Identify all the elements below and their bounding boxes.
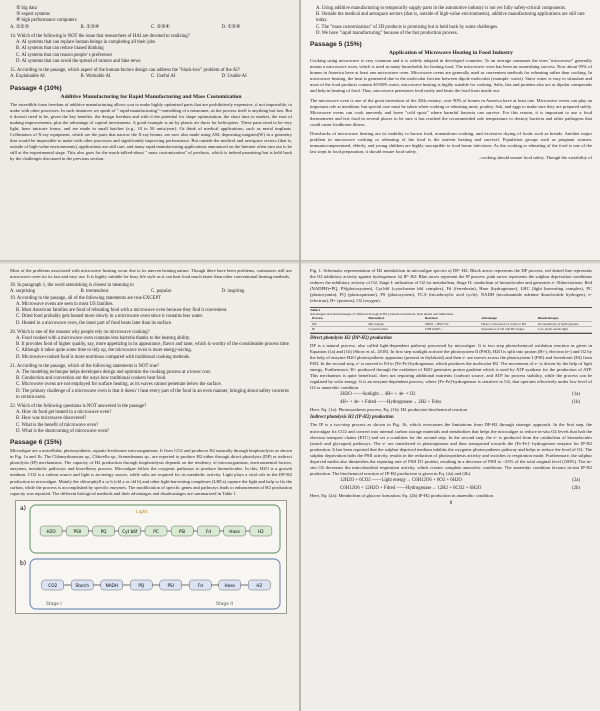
equation-2b	[310, 485, 592, 493]
answer-option: B. ①③④	[80, 24, 99, 30]
question-20: 20. Which is one of the reasons why people rely on microwave cooking?	[10, 329, 150, 335]
question-22-option: C. What is the benefit of microwave oven?	[16, 422, 99, 428]
question-21-option: C. Microwave ovens are not employed for surface heating, as its waves cannot penetrate below the surface.	[16, 382, 222, 388]
question-19-option: B. Most American families are fond of reheating food with a microwave oven because they find it convenient.	[16, 308, 228, 314]
question-21: 21. According to the passage, which of the following statements is NOT true?	[10, 363, 160, 369]
page-gutter	[299, 0, 301, 711]
table-caption: Table 1	[310, 307, 321, 312]
equation-2a-number: (2a)	[572, 478, 580, 484]
figure-label-a: a)	[20, 504, 27, 512]
question-20-option: D. Microwave-cooked food is more nutritious compared with traditional cooking methods.	[16, 354, 191, 360]
question-19-option: C. Dried food probably gets heated more slowly in a microwave oven since it contains less water.	[16, 314, 204, 320]
table-header-cell: Reaction	[424, 316, 438, 321]
table-cell: Separation of O2 and H2 stages	[481, 327, 525, 332]
option-line: ② big data	[16, 6, 37, 11]
equation-2b-body: C6H12O6 + 12H2O + Fdred ——Hydrogenase→ 12H2 + 6CO2 + 6H2O	[340, 486, 482, 492]
question-14-option: B. AI systems that can reduce biased thinking	[16, 46, 104, 52]
equation-2-note: Here, Eq. (2a): Metabolism of glucose formation; Eq. (2b) IP-H2 production in anaerobic condition.	[310, 493, 495, 499]
table-cell: Microalgae	[368, 321, 384, 326]
question-20-option: C. Although it takes quite some time to tidy up, the microwave oven is more energy-saving.	[16, 348, 193, 354]
equation-1b-body: 4H+ + 4e- + Fdred ——Hydrogenase→ 2H2 + Fdox	[340, 400, 442, 406]
light-label: Light	[136, 509, 148, 515]
table-cell: Low yield, needs light	[537, 327, 568, 332]
equation-1a	[310, 391, 592, 399]
pathway-a-node-label: PC	[153, 528, 159, 534]
pathway-a-node-label: Hase	[229, 528, 240, 534]
question-18: 18. In paragraph 1, the word astonishing is closest in meaning to	[10, 283, 134, 289]
equation-1b-number: (1b)	[572, 400, 580, 406]
passage-4-label: Passage 4 (10%)	[10, 84, 62, 92]
question-18-options	[10, 289, 292, 295]
table-row	[310, 327, 592, 332]
stage-1-label: Stage I	[46, 601, 62, 607]
equation-2b-number: (2b)	[572, 486, 580, 492]
passage-6-label: Passage 6 (15%)	[10, 439, 62, 447]
dp-section-text: DP is a natural process, also called light-dependent pathway processed by microalgae. It is two step photochemical oxidation reaction as given in Equation (1a) and (1b) (Show et al., 2018). In first step sunlight activate the photosystem II (PSII), H2O is split into proton (H+), electron (e-) and O2 by the help of enzyme H2O photosynthetic apparatus (present in thylakoid) and then e- are moves across the photosystem I (PSI) and ferredoxin (Fd) from PSII. In the second step, e- is moved to Fd to [Fe-Fe]-hydrogenase, which produces the molecular H2. The movement of e- is driven by the help of light energy. Furthermore, H+ produced through the oxidation of H2O generates proton gradient which is used by ATP synthase for the production of ATP. This mechanism is quite beneficial, does not requiring additional nutrients (carbon) source, and ATP for process stability, while the process can be regulated by solar energy. It is an enzyme-dependent process, where [Fe-Fe]-hydrogenase is sensitive to O2, that operates effectively under low level of O2 or anaerobic condition.	[310, 342, 592, 391]
question-21-option: A. The modeling technique helps developers design and optimize the cooking process at a lower cost.	[16, 370, 212, 376]
pathway-a-node-label: H2O	[46, 528, 56, 534]
figure-caption: Fig. 1. Schematic representation of H2 metabolism in microalgae species a) DP- H2: Black arrow represents the DP process; red dotted line represents the O2 inhibitory activity against hydrogenase. b) IP- H2: Blue arrow represent the IP process. pink arrow represents the sulphur deprivation conditions reduces the inhibitory activity of O2, Stage I: utilization of O2 for metabolism, Stage II: catabolism of biomolecules and generates e- Abbreviations: Red (NADPH)=PQ, PS(photosystem), Cyt.b6f (cytochrome b6f complex), Fd (ferredoxin), Hase (hydrogenase), LHC (light harvesting complex), PC (plastocyanin), PQ (plastoquinone), PS (photosystem), TCA (tricarboxylic acid cycle), NADH (nicotinamide adenine dinucleotide hydrogen), e- (electron), H+ (protons), O2 (oxygen).	[310, 268, 592, 304]
question-18-option: A. surprising	[10, 289, 36, 295]
equation-2a-body: 12H2O + 6CO2 ——Light energy→ C6H12O6 + 6O2 + 6H2O	[340, 478, 462, 484]
pathway-b-node-label: PQ	[138, 582, 145, 588]
passage-5-title: Application of Microwave Heating in Food Industry	[388, 50, 514, 57]
table-cell: 2H2O→2H2+O2	[424, 321, 449, 326]
question-14-option: D. AI systems that can avoid the spread of rumors and fake news	[16, 58, 141, 64]
passage-5-continuation: Most of the problems associated with microwave heating occur due to its uneven heating nature. Though there have been problems, consumers still use microwave oven for its fast and easy use. It is highly suitable for busy life style as it can heat food much faster than other conventional heating methods.	[10, 268, 292, 280]
hydrogen-metabolism-figure	[15, 500, 287, 614]
passage-5-paragraph: Cooking using microwave is very common and it is widely adopted in developed countries. To an average consumer the term "microwave" generally means a microwave oven, which is used in many households for heating food. The microwave oven has been an astonishing success. Now about 95% of homes in America have at least one microwave oven. Microwave ovens are generally used as convenient methods for reheating rather than cooking. In microwave heating, the heat is generated due to the molecular friction between dipole molecules (example: water). Since water is easy to stimulate and most of the food products contain 40-80% water, microwave heating is highly suitable for cooking. Salts, fats and proteins also act as dipolar compounds and help in heating of food. Thus, microwave penetrates food easily and heats the food from inside out.	[310, 58, 592, 94]
question-18-option: C. popular	[151, 289, 172, 295]
table-cell: Direct conversion of water to H2	[481, 321, 526, 326]
question-14: 14. Which of the following is NOT the issue that researchers of HAI are devoted to realizing?	[10, 34, 190, 40]
table-cell: DP	[312, 321, 317, 326]
sheet-top-left-content	[10, 6, 292, 163]
option-line: ④ high performance computers	[16, 18, 77, 24]
passage-5-paragraph: The microwave oven is one of the great inventions of the 20th century; over 90% of homes in America have at least one. Microwave ovens can play an important role at mealtime, but special care must be taken when cooking or reheating meat, poultry, fish, and eggs to make sure they are prepared safely. Microwave ovens can cook unevenly and leave "cold spots" where harmful bacteria can survive. For this reason, it is important to use a food thermometer and test food in several places to be sure it has reached the recommended safe temperature to destroy bacteria and other pathogens that could cause foodborne illness.	[310, 97, 592, 127]
passage-5-tail: ...cooking should ensure food safety. Though the variability of	[477, 155, 592, 161]
sheet-bottom-right-content	[310, 268, 592, 506]
question-option: C. The "mass customization" of 3D products is promising but is held back by some challenges.	[316, 24, 499, 30]
passage-5-paragraph: Drawbacks of microwave heating are its inability to brown food, nonuniform cooking, and excessive drying of foods such as breads. Another major problem in microwave cooking or reheating of the food is the uneven heating and survival. Population groups such as pregnant women, immunocompromised, elderly, and young children are highly susceptible to food borne infections. As the cooking or reheating of the food is one of the last steps in food preparation, it should ensure food safety.	[310, 131, 592, 155]
pathway-a-node-label: Cyt b6f	[122, 528, 138, 534]
question-19: 19. According to the passage, all of the following statements are true EXCEPT	[10, 295, 162, 301]
table-cell: O2 sensitivity of hydrogenase	[537, 321, 579, 326]
sheet-top-left	[0, 0, 300, 262]
pathway-b-node-label: Fd	[197, 582, 203, 588]
question-20-option: A. Food cooked with a microwave oven contains less bacteria thanks to the heating ability.	[16, 336, 191, 342]
table-header-cell: Disadvantages	[537, 316, 559, 321]
equation-1-note: Here, Eq. (1a): Photosynthesis process; Eq. (1b): H2 production biochemical reaction	[310, 407, 468, 413]
table-header-cell: Advantage	[481, 316, 497, 321]
question-19-option: A. Microwave ovens are seen in most US families.	[16, 302, 114, 307]
sheet-bottom-right	[300, 262, 600, 711]
pathway-a-node-label: PSII	[73, 528, 82, 534]
table-header-cell: Biocatalyst	[368, 316, 385, 321]
table-1	[310, 307, 592, 334]
question-20-option: B. It provides food of higher quality, say, more appetizing in its appearance, flavor and taste, which is worthy of the considerable process time.	[16, 342, 290, 348]
question-22: 22. Which of the following questions is NOT answered in the passage?	[10, 404, 147, 410]
cell-membrane-b	[30, 559, 280, 609]
ip-section-title: Indirect photolysis H2 (IP-H2) production	[310, 415, 394, 421]
question-21-option: D. The primary challenge of a microwave oven is that it doesn' t heat every part of the food in an even manner, bringing about safety concerns to certain users.	[16, 388, 289, 400]
passage-4-text: The incredible form freedom of additive manufacturing allows you to make highly optimized parts that are prohibitively expensive, if not impossible, to make with other processes. In such instances we speak of " rapid manufacturing"--something of a misnomer, as the process itself is anything but fast. But it doesn't need to be, given the key benefits: the design freedom and with it the potential for shape optimization, the short time to market, the ease of making improvements, plus the advantage of capital investments. A good example is art by plastic air ducts for helicopters. These parts need to be very light, have intricate forms, and are made in small batches (e.g., 10 to 50 units/year). Or think of medical applications, such as metal implants. Collimators of X-ray equipment, which are the parts that narrow the X-ray beams, are now also made using AM, depositing tungsten(W) in a geometry that would be impossible to make with other processes and significantly improving performance. But outside the medical and aerospace sectors (that is, outside of high-value environments), applications are still rare, and many rapid manufacturing applications announced on the Internet often turn out to be still at the experimental stage. This also goes for the much-talked-about " mass customization" of products, which is indeed promising but is held back by the challenges discussed in the previous section.	[10, 101, 292, 162]
equation-1b	[310, 399, 592, 407]
pathway-b-node-label: NADH	[105, 582, 118, 588]
sheet-top-right-content	[310, 6, 592, 162]
equation-1a-body: 2H2O ——Sunlight→ 4H+ + 4e- + O2	[340, 392, 416, 398]
table-subtitle: Advantages and disadvantages of different biological H2 production methods, their merits and limitations.	[310, 311, 455, 316]
table-cell: Cyanobacteria	[368, 327, 388, 332]
answer-option: D. ①②④	[221, 24, 241, 30]
answer-option: C. ②③④	[151, 24, 170, 30]
ip-section-text: The IP is a two-step process as shown in Fig. 1b, which overcomes the limitations from DP-H2 through strategic approach. In the first step, the microalgae fix CO2 and convert into internal carbon storage materials and metabolites that helps the microalgae to reduce in-situ O2 levels that halt the electron transport chains (ETC) and set a condition for the second step. In the second step, the e- is produced from the catabolism of biomolecules (starch and glycogen) pathways. The e- are transferred to plastoquinone and then transported towards the [Fe-Fe]- hydrogenase enzyme for IP-H2 production. It has been reported that the sulphur deprived medium inhibits the oxygenic photosynthesis pathway and helps to reduce the level of O2. The sulphur deprivation halts the PSII activity, results in the reduction of photosynthesis activity and switches to respiration mode. Furthermore, the sulphur deprived media also diminishes the repairing rate of PSII D1 protein, resulting in a decrease of PSII to ~25% of the total original level (100%). The in-situ O2 decreases the mitochondrial respiration activity, which creates complete anaerobic conditions. The anaerobic condition favours in-situ IP-H2 production. The biochemical reaction of IP-H2 production is given in Eq. (2a) and (2b).	[310, 422, 592, 477]
question-14-option: C. AI systems that can reason people' s preference	[16, 52, 113, 58]
passage-6-text: Microalgae are a unicellular, photosynthetic, aquatic/freshwater microorganisms. It fixes CO2 and produces H2 naturally through biophotolysis as shown in Fig. 1a and 1b. The Chlamydomonas sp., Chlorella sp., Scenedesmus sp., are reported to produce H2 either through direct photolysis (DP) or indirect photolysis (IP) mechanisms. The capacity of H2 production through biophotolysis depends on the tendency of microorganisms, environmental factors, enzymes, metabolic pathways and bioreflnery process. Microalgae follow the oxygenic pathways to produce biomolecules. In this, H2O is a growth medium, CO2 is a carbon source and light is an energy source, while salts are required for its metabolic activity. Light plays a vital role in the DP-H2 production in microalgae. Mainly the chlorophyll a or b (chl a or chl b) and other light-harvesting complexes (LHCs) capture the light and help to fix the carbon, while the process is accomplished by specific enzymes. The modification of specific genes and pathways leads to enhancement of H2 production capacity was reported. The different biological methods and their advantages and disadvantages are summarized in Table 1.	[10, 448, 292, 496]
figure-diagram	[16, 501, 286, 613]
question-option: A. Using additive manufacturing to temporarily supply parts in the automotive industry is not yet fully safety-critical components.	[316, 6, 567, 11]
passage-5-label: Passage 5 (15%)	[310, 41, 362, 49]
question-15: 15. According to the passage, which aspect of the human-factors design can address the "black-box" problem of the AI?	[10, 68, 240, 74]
question-18-option: B. tremendous	[80, 289, 109, 295]
question-15-options	[10, 74, 292, 80]
dp-section-title: Direct photolysis H2 (DP-H2) production	[310, 335, 392, 341]
option-line: ③ expert systems	[16, 12, 50, 18]
figure-label-b: b)	[20, 559, 27, 567]
sheet-bottom-left	[0, 262, 300, 711]
equation-1a-number: (1a)	[572, 392, 580, 398]
answer-option: A. ①②③	[10, 24, 29, 30]
table-cell: C6H12O6+...	[424, 327, 444, 332]
table-header-cell: Process	[312, 316, 323, 321]
question-15-option: D. Usable AI	[221, 74, 247, 80]
sheet-top-right	[300, 0, 600, 262]
pathway-a-node-label: H2	[257, 528, 264, 534]
question-15-option: C. Useful AI	[151, 74, 176, 80]
question-18-option: D. inspiring	[221, 289, 245, 295]
question-15-option: B. Workable AI	[80, 74, 111, 80]
question-22-option: D. What is the shortcoming of microwave oven?	[16, 428, 110, 434]
equation-2a	[310, 477, 592, 485]
table-cell: IP	[312, 327, 316, 332]
pathway-b-node-label: CO2	[48, 582, 58, 588]
pathway-b-node-label: PSI	[167, 582, 174, 588]
question-22-option: A. How do food get heated in a microwave oven?	[16, 410, 112, 416]
stage-2-label: Stage II	[216, 601, 234, 607]
question-19-option: D. Heated in a microwave oven, the inner part of food heats later than its surface.	[16, 320, 173, 326]
pathway-b-node-label: H2	[256, 582, 263, 588]
question-option: D. We have "rapid manufacturing" because of the fast production process.	[316, 30, 458, 36]
question-15-option: A. Explainable AI	[10, 74, 45, 80]
pathway-a-node-label: PSI	[179, 528, 186, 534]
question-21-option: B. Conduction and convection are the ways how traditional cookers heat food.	[16, 376, 167, 382]
question-14-option: A. AI systems that can replace human beings in completing all their jobs	[16, 40, 156, 46]
pathway-b-node-label: Starch	[75, 582, 89, 588]
pathway-b-node-label: Hase	[224, 582, 235, 588]
answer-row	[10, 25, 292, 31]
question-option: B. Outside the medical and aerospace sectors (that is, outside of high-value environments), additive manufacturing applications are still rare today.	[316, 12, 585, 24]
question-22-option: B. How was microwave discovered?	[16, 416, 87, 422]
pathway-a-node-label: PQ	[100, 528, 107, 534]
page-number: 8	[449, 501, 453, 507]
passage-4-title: Additive Manufacturing for Rapid Manufacturing and Mass Customization	[60, 93, 242, 100]
pathway-a-node-label: Fd	[205, 528, 211, 534]
sheet-bottom-left-content	[10, 268, 292, 617]
